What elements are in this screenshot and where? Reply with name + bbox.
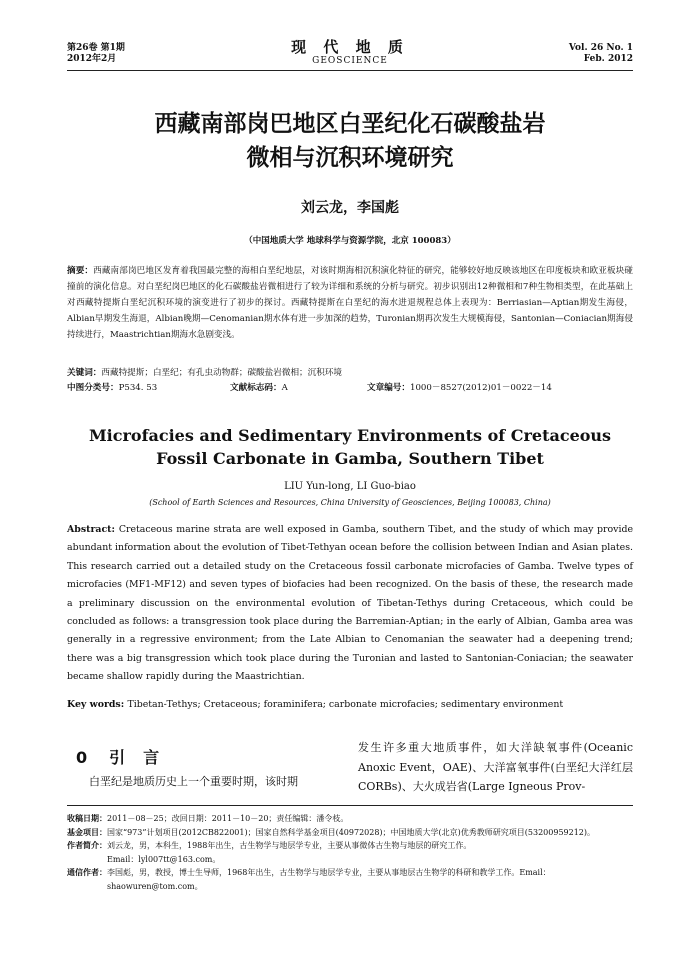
header-volume-en: Vol. 26 No. 1 [568, 43, 633, 53]
document-code: 文献标志码：A [230, 383, 288, 393]
header-volume: 第26卷 第1期 [67, 43, 125, 53]
title-cn-line1: 西藏南部岗巴地区白垩纪化石碳酸盐岩 [154, 111, 546, 137]
authors-en: LIU Yun-long, LI Guo-biao [284, 481, 416, 492]
section-number: 0 [76, 748, 88, 767]
header-date-en: Feb. 2012 [583, 54, 633, 64]
footnote-dates: 收稿日期： 2011－08－25；改回日期：2011－10－20；责任编辑：潘令枝。 [67, 813, 349, 823]
section-heading-intro [76, 745, 159, 768]
keywords-en-text: Tibetan-Tethys; Cretaceous; foraminifera; carbonate microfacies; sedimentary environment [127, 699, 564, 710]
journal-name-en: GEOSCIENCE [312, 56, 388, 66]
affiliation-en: (School of Earth Sciences and Resources, China University of Geosciences, Beijing 100083, China) [149, 498, 551, 507]
title-en-line2: Fossil Carbonate in Gamba, Southern Tibet [156, 449, 544, 468]
abstract-en-text: Cretaceous marine strata are well exposed in Gamba, southern Tibet, and the study of which may provide abundant information about the evolution of Tibet-Tethyan ocean before the collision between Indian and Asian plates. This research carried out a detailed study on the Cretaceous fossil carbonate microfacies of Gamba. Twelve types of microfacies (MF1-MF12) and seven types of biofacies had been recognized. On the basis of these, the research made a preliminary discussion on the environmental evolution of Tibetan-Tethys during Cretaceous, which could be concluded as follows: a transgression took place during the Barremian-Aptian; in the early of Albian, Gamba area was generally in a regressive environment; from the Late Albian to Cenomanian the seawater had a deepening trend; there was a big transgression which took place during the Turonian and lasted to Santonian-Coniacian; the seawater became shallow rapidly during the Maastrichtian. [67, 524, 633, 683]
abstract-en-label: Abstract [67, 524, 112, 535]
authors-cn: 刘云龙，李国彪 [301, 200, 399, 216]
footnote-author: 作者简介： 刘云龙，男，本科生，1988年出生，古生物学与地层学专业，主要从事微体古生物与地层的研究工作。 Email：lyl007tt@163.com。 [67, 840, 472, 864]
header-volume-info-en [569, 43, 633, 65]
journal-name-cn: 现 代 地 质 [291, 38, 409, 56]
header-rule [67, 70, 633, 71]
affiliation-cn: （中国地质大学 地球科学与资源学院，北京 100083） [244, 236, 456, 246]
keywords-cn-label: 关键词： [67, 368, 102, 378]
abstract-cn-label: 摘要： [67, 266, 94, 276]
keywords-en: Key words: Tibetan-Tethys; Cretaceous; foraminifera; carbonate microfacies; sedimentary environment [67, 699, 564, 710]
abstract-cn-text: 西藏南部岗巴地区发育着我国最完整的海相白垩纪地层，对该时期海相沉积演化特征的研究，能够较好地反映该地区在印度板块和欧亚板块碰撞前的演化信息。对白垩纪岗巴地区的化石碳酸盐岩微相进行了较为详细和系统的分析与研究。初步识别出12种微相和7种生物相类型，在此基础上对西藏特提斯白垩纪沉积环境的演变进行了初步的探讨。西藏特提斯在白垩纪的海水进退规程总体上表现为：Berriasian—Aptian期发生海侵，Albian早期发生海退，Albian晚期—Cenomanian期水体有进一步加深的趋势，Turonian期再次发生大规模海侵，Santonian—Coniacian期海侵持续进行，Maastrichtian期海水急剧变浅。 [67, 266, 633, 340]
title-cn-line2: 微相与沉积环境研究 [246, 145, 454, 171]
section-title-char1: 引 [109, 748, 126, 767]
keywords-cn-text: 西藏特提斯；白垩纪；有孔虫动物群；碳酸盐岩微相；沉积环境 [101, 368, 343, 378]
intro-text-right: 发生许多重大地质事件，如大洋缺氧事件(Oceanic Anoxic Event，OAE)、大洋富氧事件(白垩纪大洋红层 CORBs)、大火成岩省(Large Igneous Prov- [358, 741, 633, 793]
clc-code: 中图分类号：P534. 53 [67, 383, 158, 393]
abstract-en: Abstract: Cretaceous marine strata are well exposed in Gamba, southern Tibet, and the study of which may provide abundant information about the evolution of Tibet-Tethyan ocean before the collision between Indian and Asian plates. This research carried out a detailed study on the Cretaceous fossil carbonate microfacies of Gamba. Twelve types of microfacies (MF1-MF12) and seven types of biofacies had been recognized. On the basis of these, the research made a preliminary discussion on the environmental evolution of Tibetan-Tethys during Cretaceous, which could be concluded as follows: a transgression took place during the Barremian-Aptian; in the early of Albian, Gamba area was generally in a regressive environment; from the Late Albian to Cenomanian the seawater had a deepening trend; there was a big transgression which took place during the Turonian and lasted to Santonian-Coniacian; the seawater became shallow rapidly during the Maastrichtian. [67, 524, 633, 683]
title-en-line1: Microfacies and Sedimentary Environments of Cretaceous [88, 426, 612, 445]
abstract-cn [67, 263, 633, 343]
author-email: Email：lyl007tt@163.com。 [107, 854, 221, 864]
footnote-rule [67, 805, 633, 806]
keywords-cn [67, 365, 633, 381]
section-title-char2: 言 [143, 748, 160, 767]
keywords-en-label: Key words [67, 699, 121, 710]
footnote-funding: 基金项目： 国家“973”计划项目(2012CB822001)；国家自然科学基金项目(40972028)；中国地质大学(北京)优秀教师研究项目(53200959212)。 [67, 826, 596, 837]
article-number: 文章编号：1000－8527(2012)01－0022－14 [367, 383, 552, 393]
footnotes [67, 812, 633, 893]
intro-text-left: 白垩纪是地质历史上一个重要时期，该时期 [89, 775, 298, 788]
header-date-cn: 2012年2月 [67, 54, 117, 64]
footnote-corresponding: 通信作者： 李国彪，男，教授，博士生导师，1968年出生，古生物学与地层学专业，主要从事地层古生物学的科研和教学工作。Email：shaowuren@tom.com。 [67, 867, 551, 891]
